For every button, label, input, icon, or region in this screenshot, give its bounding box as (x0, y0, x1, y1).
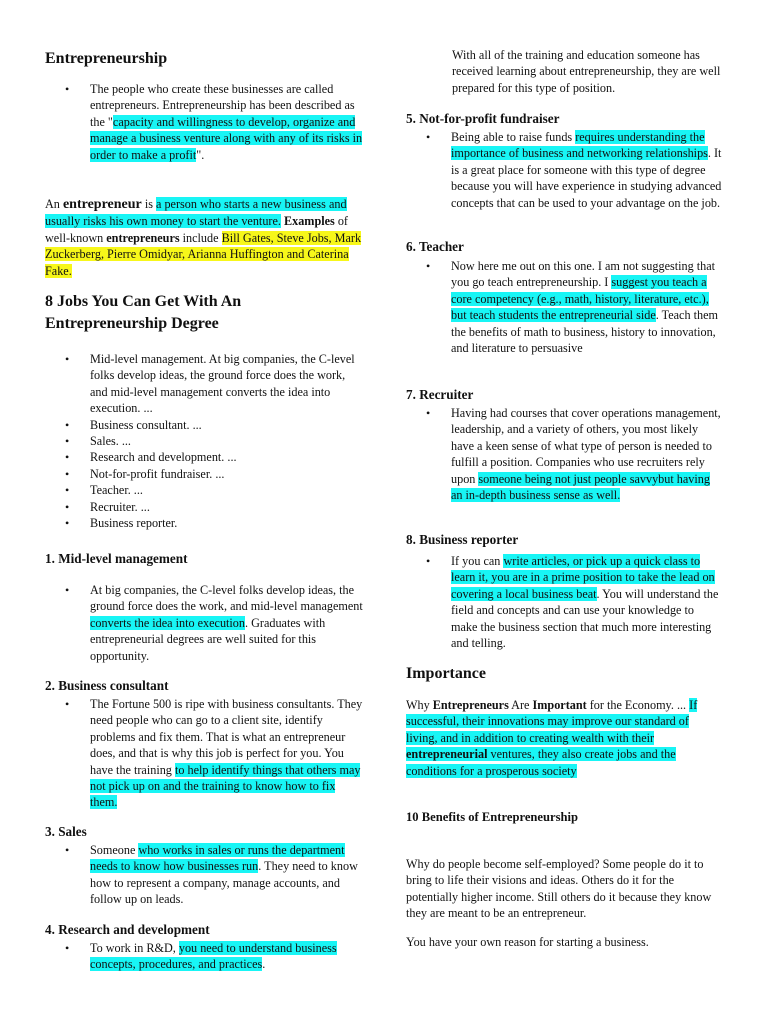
jobs-list (45, 351, 365, 531)
section-1-title: 1. Mid-level management (45, 551, 188, 566)
benefits-closing: You have your own reason for starting a business. (406, 935, 649, 949)
list-item: • Mid-level management. At big companies, the C-level folks develop ideas, the ground force does the work, and mid-level management converts the idea into execution. ... (45, 351, 365, 417)
s6-highlight: suggest you teach a core competency (e.g., math, history, literature, etc.), but teach students the entrepreneurial side (451, 275, 709, 323)
s4-highlight: you need to understand business concepts, procedures, and practices (90, 941, 337, 972)
list-item: • Business consultant. ... (45, 417, 365, 433)
s6-text: Now here me out on this one. I am not suggesting that you go teach entrepreneurship. I (451, 259, 716, 290)
importance-paragraph (406, 697, 722, 779)
s1-tail: . Graduates with entrepreneurial degrees are well suited for this opportunity. (90, 615, 326, 663)
def-of: of well-known (45, 214, 348, 245)
benefits-paragraph: Why do people become self-employed? Some people do it to bring to life their visions and ideas. Others do it for the potentially higher income. Still others do it because they know they are meant to be an entrepreneur. (406, 857, 712, 921)
section-7-bullet (406, 405, 722, 503)
s4-text: To work in R&D, (90, 941, 179, 955)
section-8-title: 8. Business reporter (406, 532, 519, 547)
section-4-title: 4. Research and development (45, 922, 210, 937)
s8-tail: . You will understand the field and concepts and can use your knowledge to make the business section that much more interesting and telling. (451, 586, 719, 651)
section-6-bullet (406, 258, 722, 356)
list-item: • Business reporter. (45, 515, 365, 531)
section-6-title: 6. Teacher (406, 239, 464, 254)
imp-why: Why (406, 698, 433, 712)
imp-highlight-bold: entrepreneurial (406, 747, 488, 762)
definition-paragraph (45, 196, 365, 279)
section-3-list (45, 842, 365, 908)
intro-tail: ". (196, 147, 205, 162)
s4-tail: . (262, 957, 266, 972)
s8-text: If you can (451, 554, 504, 568)
intro-bullet (45, 81, 365, 163)
section-1-bullet (45, 582, 365, 664)
s5-tail: . It is a great place for someone with this type of degree because you will have experience in studying advanced concepts that can be used to your advantage on the job. (451, 146, 722, 210)
section-4-list (45, 940, 365, 973)
def-include: include (179, 230, 222, 245)
imp-highlight-2: ventures, they also create jobs and the conditions for a prosperous society (406, 747, 676, 778)
def-highlight: a person who starts a new business and usually risks his own money to start the venture. (45, 197, 347, 229)
list-item: • Teacher. ... (45, 482, 365, 498)
s3-text: Someone (90, 843, 139, 857)
def-word: entrepreneur (62, 197, 142, 212)
section-8-bullet (406, 553, 722, 651)
section-8-list (406, 553, 722, 651)
intro-list (45, 81, 365, 163)
section-7-title: 7. Recruiter (406, 387, 474, 402)
names-highlight: Bill Gates, Steve Jobs, Mark Zuckerberg, Pierre Omidyar, Arianna Huffington and Caterina Fake. (45, 230, 362, 278)
s2-text: The Fortune 500 is ripe with business consultants. They need people who can go to a client site, identify problems and fix them. That is what an entrepreneur does, and that is why this job is perfect for you. You have the training (90, 697, 363, 777)
s1-text: At big companies, the C-level folks develop ideas, the ground force does the work, and mid-level management (90, 583, 363, 614)
section-7-list (406, 405, 722, 503)
section-2-title: 2. Business consultant (45, 678, 169, 693)
list-item: • Research and development. ... (45, 449, 365, 465)
continued-paragraph: With all of the training and education someone has received learning about entrepreneurship, they are well prepared for this type of position. (452, 48, 721, 95)
def-entrepreneurs: entrepreneurs (106, 230, 180, 245)
imp-highlight-1: If successful, their innovations may improve our standard of living, and in addition to creating wealth with their (406, 698, 698, 745)
s1-highlight: converts the idea into execution (90, 615, 245, 630)
section-5-list (406, 129, 722, 211)
highlight-definition: capacity and willingness to develop, organize and manage a business venture along with any of its risks in order to make a profit (90, 114, 363, 162)
page-title: Entrepreneurship (45, 50, 168, 67)
s5-text: Being able to raise funds (451, 130, 576, 144)
imp-entrepreneurs: Entrepreneurs (432, 698, 509, 712)
s5-highlight: requires understanding the importance of business and networking relationships (451, 130, 708, 161)
section-2-list (45, 696, 365, 811)
s7-text: Having had courses that cover operations management, leadership, and a variety of others, you most likely have a keen sense of what type of person is needed to fulfill a position. Companies who use recruiters rely upon (451, 406, 721, 486)
s6-tail: . Teach them the benefits of math to business, history to innovation, and literature to persuasive (451, 308, 718, 356)
section-2-bullet (45, 696, 365, 811)
imp-are: Are (508, 698, 533, 712)
s7-highlight: someone being not just people savvybut having an in-depth business sense as well. (451, 471, 710, 503)
section-1-list (45, 582, 365, 664)
section-5-bullet (406, 129, 722, 211)
list-item: • Sales. ... (45, 433, 365, 449)
s3-highlight: who works in sales or runs the department needs to know how businesses run (90, 843, 345, 874)
imp-for: for the Economy. ... (586, 698, 690, 712)
s8-highlight: write articles, or pick up a quick class to learn it, you are in a prime position to take the lead on covering a local business beat (451, 554, 715, 601)
jobs-heading: 8 Jobs You Can Get With An Entrepreneurship Degree (45, 293, 242, 332)
def-examples: Examples (283, 214, 335, 229)
section-3-title: 3. Sales (45, 824, 87, 839)
section-4-bullet (45, 940, 365, 973)
importance-heading: Importance (406, 665, 486, 682)
benefits-heading: 10 Benefits of Entrepreneurship (406, 810, 579, 824)
intro-text: The people who create these businesses are called entrepreneurs. Entrepreneurship has been described as the " (90, 82, 355, 129)
section-6-list (406, 258, 722, 356)
s2-highlight: to help identify things that others may not pick up on and the training to know how to fix them. (90, 762, 361, 810)
def-an: An (45, 197, 63, 211)
section-5-title: 5. Not-for-profit fundraiser (406, 111, 560, 126)
def-is: is (141, 197, 156, 211)
s3-tail: . They need to know how to represent a company, manage accounts, and follow up on leads. (90, 859, 358, 907)
list-item: • Recruiter. ... (45, 499, 365, 515)
list-item: • Not-for-profit fundraiser. ... (45, 466, 365, 482)
section-3-bullet (45, 842, 365, 908)
imp-important: Important (532, 698, 587, 712)
